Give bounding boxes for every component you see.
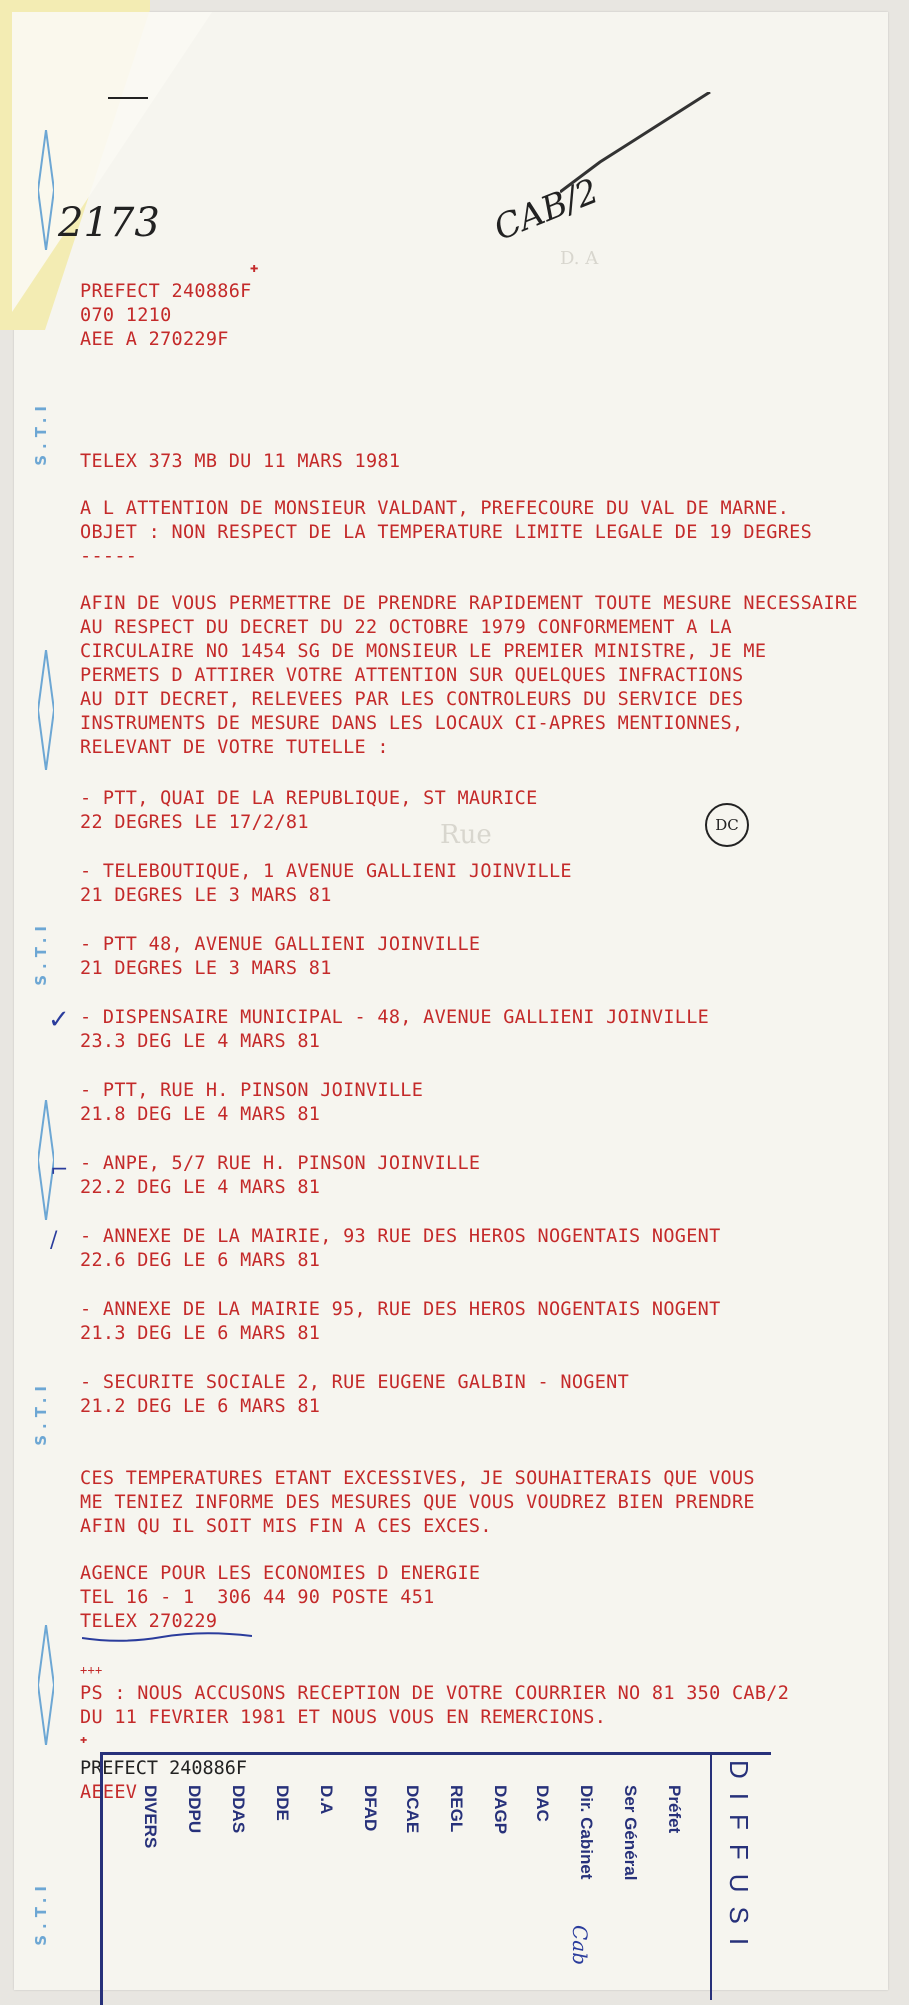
cross-mark-icon: ✚ [80, 1732, 88, 1746]
body-line: AU DIT DECRET, RELEVEES PAR LES CONTROLEURS DU SERVICE DES [80, 689, 744, 710]
entry-place: - DISPENSAIRE MUNICIPAL - 48, AVENUE GALLIENI JOINVILLE [80, 1007, 710, 1028]
distribution-item: DDAS [229, 1785, 248, 1834]
entry-place: - PTT, QUAI DE LA REPUBLIQUE, ST MAURICE [80, 788, 538, 809]
entry-reading: 21.8 DEG LE 4 MARS 81 [80, 1104, 321, 1125]
signature-line: TELEX 270229 [80, 1611, 218, 1632]
signature-line: AGENCE POUR LES ECONOMIES D ENERGIE [80, 1563, 481, 1584]
body-line: INSTRUMENTS DE MESURE DANS LES LOCAUX CI-APRES MENTIONNES, [80, 713, 744, 734]
diamond-marker-icon [38, 130, 54, 250]
body-line: PERMETS D ATTIRER VOTRE ATTENTION SUR QUELQUES INFRACTIONS [80, 665, 744, 686]
margin-stamp-sti: S.T.I [32, 400, 50, 466]
circled-initials: DC [705, 803, 749, 847]
entry-reading: 23.3 DEG LE 4 MARS 81 [80, 1031, 321, 1052]
pencil-checkmark [560, 92, 720, 202]
subject-line: OBJET : NON RESPECT DE LA TEMPERATURE LIMITE LEGALE DE 19 DEGRES [80, 522, 813, 543]
pencil-dash [108, 97, 148, 99]
bleed-through-text: D. A [560, 248, 599, 269]
body-line: RELEVANT DE VOTRE TUTELLE : [80, 737, 389, 758]
handwritten-number: 2173 [58, 200, 160, 246]
pen-underline [82, 1632, 252, 1644]
attention-line: A L ATTENTION DE MONSIEUR VALDANT, PREFECOURE DU VAL DE MARNE. [80, 498, 790, 519]
entry-reading: 22.2 DEG LE 4 MARS 81 [80, 1177, 321, 1198]
diamond-marker-icon [38, 650, 54, 770]
ps-line: DU 11 FEVRIER 1981 ET NOUS VOUS EN REMERCIONS. [80, 1707, 607, 1728]
entry-reading: 22.6 DEG LE 6 MARS 81 [80, 1250, 321, 1271]
telex-reference: TELEX 373 MB DU 11 MARS 1981 [80, 451, 401, 472]
distribution-item: DAGP [491, 1785, 510, 1835]
body-line: CIRCULAIRE NO 1454 SG DE MONSIEUR LE PREMIER MINISTRE, JE ME [80, 641, 767, 662]
footer-line: AEEEV [80, 1782, 138, 1803]
bleed-through-text: Rue [440, 820, 492, 850]
conclusion-line: AFIN QU IL SOIT MIS FIN A CES EXCES. [80, 1516, 492, 1537]
distribution-item: DDE [273, 1785, 292, 1821]
separator: ----- [80, 546, 138, 567]
entry-reading: 21.2 DEG LE 6 MARS 81 [80, 1396, 321, 1417]
handwritten-cab: CAB/2 [488, 171, 605, 249]
distribution-item: DCAE [403, 1785, 422, 1834]
stamp-divider [710, 1752, 712, 2000]
distribution-item: DIVERS [141, 1785, 160, 1849]
cross-mark-icon: ✚ [250, 260, 259, 276]
entry-place: - ANPE, 5/7 RUE H. PINSON JOINVILLE [80, 1153, 481, 1174]
distribution-item: REGL [447, 1785, 466, 1833]
handwritten-cab-note: Cab [568, 1925, 592, 1966]
body-line: AU RESPECT DU DECRET DU 22 OCTOBRE 1979 CONFORMEMENT A LA [80, 617, 732, 638]
entry-reading: 21 DEGRES LE 3 MARS 81 [80, 958, 332, 979]
entry-reading: 21 DEGRES LE 3 MARS 81 [80, 885, 332, 906]
distribution-item: D.A [317, 1785, 336, 1815]
ps-marks: +++ [80, 1663, 103, 1677]
diffusion-title: DIFFUSI [724, 1760, 754, 1960]
distribution-item: DFAD [361, 1785, 380, 1832]
margin-stamp-sti: S.T.I [32, 920, 50, 986]
ps-line: PS : NOUS ACCUSONS RECEPTION DE VOTRE COURRIER NO 81 350 CAB/2 [80, 1683, 790, 1704]
entry-reading: 22 DEGRES LE 17/2/81 [80, 812, 309, 833]
header-line: PREFECT 240886F [80, 281, 252, 302]
entry-place: - ANNEXE DE LA MAIRIE 95, RUE DES HEROS NOGENTAIS NOGENT [80, 1299, 721, 1320]
distribution-item: DDPU [185, 1785, 204, 1834]
entry-place: - PTT, RUE H. PINSON JOINVILLE [80, 1080, 424, 1101]
distribution-item: Ser Général [621, 1785, 640, 1881]
entry-place: - PTT 48, AVENUE GALLIENI JOINVILLE [80, 934, 481, 955]
distribution-item: Dir. Cabinet [577, 1785, 596, 1880]
margin-stamp-sti: S.T.I [32, 1880, 50, 1946]
distribution-item: DAC [533, 1785, 552, 1822]
margin-stamp-sti: S.T.I [32, 1380, 50, 1446]
entry-place: - ANNEXE DE LA MAIRIE, 93 RUE DES HEROS NOGENTAIS NOGENT [80, 1226, 721, 1247]
pen-tick-icon: / [50, 1228, 58, 1253]
entry-place: - SECURITE SOCIALE 2, RUE EUGENE GALBIN - NOGENT [80, 1372, 630, 1393]
header-line: 070 1210 [80, 305, 172, 326]
pen-tick-icon: ✓ [48, 1005, 70, 1035]
conclusion-line: ME TENIEZ INFORME DES MESURES QUE VOUS VOUDREZ BIEN PRENDRE [80, 1492, 755, 1513]
distribution-item: Préfet [665, 1785, 684, 1834]
signature-line: TEL 16 - 1 306 44 90 POSTE 451 [80, 1587, 435, 1608]
diamond-marker-icon [38, 1625, 54, 1745]
body-line: AFIN DE VOUS PERMETTRE DE PRENDRE RAPIDEMENT TOUTE MESURE NECESSAIRE [80, 593, 858, 614]
footer-line: PREFECT 240886F [80, 1758, 248, 1779]
header-line: AEE A 270229F [80, 329, 229, 350]
conclusion-line: CES TEMPERATURES ETANT EXCESSIVES, JE SOUHAITERAIS QUE VOUS [80, 1468, 755, 1489]
entry-place: - TELEBOUTIQUE, 1 AVENUE GALLIENI JOINVILLE [80, 861, 572, 882]
entry-reading: 21.3 DEG LE 6 MARS 81 [80, 1323, 321, 1344]
pen-tick-icon: ⌐ [50, 1158, 69, 1183]
